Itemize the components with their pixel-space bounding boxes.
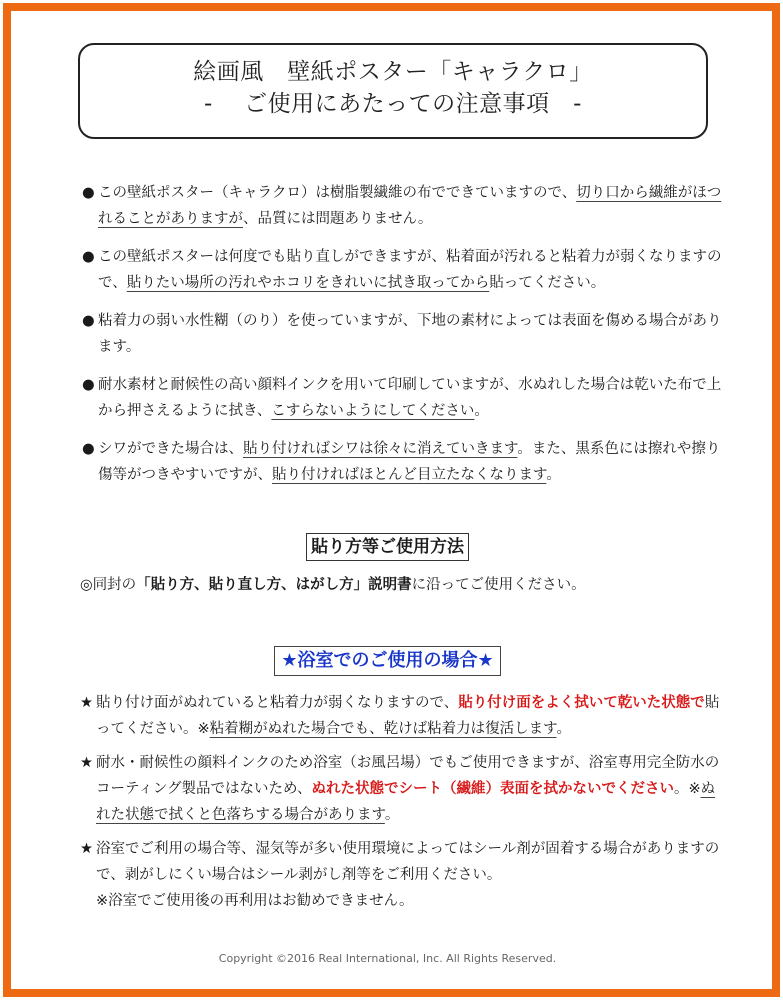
body-text: 。 xyxy=(384,807,400,823)
bath-section xyxy=(0,646,775,676)
star-bullet-icon: ★ xyxy=(80,695,93,711)
bath-heading: ★浴室でのご使用の場合★ xyxy=(274,646,500,676)
usage-prefix: ◎同封の xyxy=(80,577,137,593)
list-item-text xyxy=(96,836,725,914)
underlined-text: ぬれた状態で拭くと色落ちする場合があります xyxy=(96,781,716,823)
emphasis-text: ぬれた状態でシート（繊維）表面を拭かないでください xyxy=(311,781,674,797)
usage-manual-name: 「貼り方、貼り直し方、はがし方」説明書 xyxy=(136,577,412,593)
body-text: 。 xyxy=(546,467,561,483)
underlined-text: 貼り付ければほとんど目立たなくなります xyxy=(272,467,547,483)
caution-list xyxy=(82,180,722,500)
usage-section xyxy=(0,533,775,561)
body-text: 浴室でご利用の場合等、湿気等が多い使用環境によってはシール剤が固着する場合がありますので、剥がしにくい場合はシール剥がし剤等をご利用ください。 xyxy=(96,841,720,883)
body-text: 。※ xyxy=(673,781,701,797)
body-text: 貼ってください。 xyxy=(489,275,606,291)
underlined-text: 切り口から繊維がほつれることがありますが xyxy=(98,185,722,227)
list-item xyxy=(80,690,725,742)
list-item-text xyxy=(96,750,725,828)
list-item-text xyxy=(98,308,722,360)
list-item xyxy=(82,244,722,296)
star-bullet-icon: ★ xyxy=(80,841,93,857)
emphasis-text: 貼り付け面をよく拭いて乾いた状態で xyxy=(458,695,705,711)
underlined-text: 貼り付ければシワは徐々に消えていきます xyxy=(243,441,518,457)
dot-bullet-icon: ● xyxy=(82,185,95,201)
body-text: 。また、黒系色には擦れや擦り傷等がつきやすいですが、 xyxy=(98,441,721,483)
list-item xyxy=(82,436,722,488)
dot-bullet-icon: ● xyxy=(82,249,95,265)
body-text: 貼ってください。※ xyxy=(96,695,720,737)
dot-bullet-icon: ● xyxy=(82,441,95,457)
copyright-footer: Copyright ©2016 Real International, Inc. All Rights Reserved. xyxy=(218,952,557,965)
underlined-text: こすらないようにしてください xyxy=(271,403,475,419)
bath-list xyxy=(80,690,725,922)
usage-suffix: に沿ってご使用ください。 xyxy=(411,577,586,593)
list-item-text xyxy=(98,244,722,296)
body-text: ※浴室でご使用後の再利用はお勧めできません。 xyxy=(96,893,414,909)
body-text: この壁紙ポスター（キャラクロ）は樹脂製繊維の布でできていますので、 xyxy=(98,185,577,201)
star-bullet-icon: ★ xyxy=(80,755,93,771)
body-text: シワができた場合は、 xyxy=(98,441,243,457)
list-item-text xyxy=(96,690,725,742)
list-item xyxy=(82,180,722,232)
list-item xyxy=(80,836,725,914)
title-box xyxy=(78,43,708,139)
page-subtitle: - ご使用にあたっての注意事項 - xyxy=(204,91,582,117)
list-item-text xyxy=(98,180,722,232)
body-text: 粘着力の弱い水性糊（のり）を使っていますが、下地の素材によっては表面を傷める場合があります。 xyxy=(98,313,722,355)
body-text: 耐水素材と耐候性の高い顔料インクを用いて印刷していますが、水ぬれした場合は乾いた布で上から押さえるように拭き、 xyxy=(98,377,722,419)
list-item xyxy=(80,750,725,828)
body-text: 。 xyxy=(556,721,571,737)
body-text: 耐水・耐候性の顔料インクのため浴室（お風呂場）でもご使用できますが、浴室専用完全防水のコーティング製品ではないため、 xyxy=(96,755,720,797)
usage-heading: 貼り方等ご使用方法 xyxy=(306,533,469,561)
list-item xyxy=(82,372,722,424)
underlined-text: 貼りたい場所の汚れやホコリをきれいに拭き取ってから xyxy=(126,275,490,291)
usage-instruction xyxy=(80,572,586,598)
body-text: この壁紙ポスターは何度でも貼り直しができますが、粘着面が汚れると粘着力が弱くなりますので、 xyxy=(98,249,722,291)
list-item-text xyxy=(98,372,722,424)
dot-bullet-icon: ● xyxy=(82,377,95,393)
page-title: 絵画風 壁紙ポスター「キャラクロ」 xyxy=(193,59,593,85)
list-item-text xyxy=(98,436,722,488)
body-text: 貼り付け面がぬれていると粘着力が弱くなりますので、 xyxy=(96,695,459,711)
dot-bullet-icon: ● xyxy=(82,313,95,329)
body-text: 。 xyxy=(474,403,489,419)
list-item xyxy=(82,308,722,360)
underlined-text: 粘着糊がぬれた場合でも、乾けば粘着力は復活します xyxy=(209,721,557,737)
body-text: 、品質には問題ありません。 xyxy=(243,211,433,227)
